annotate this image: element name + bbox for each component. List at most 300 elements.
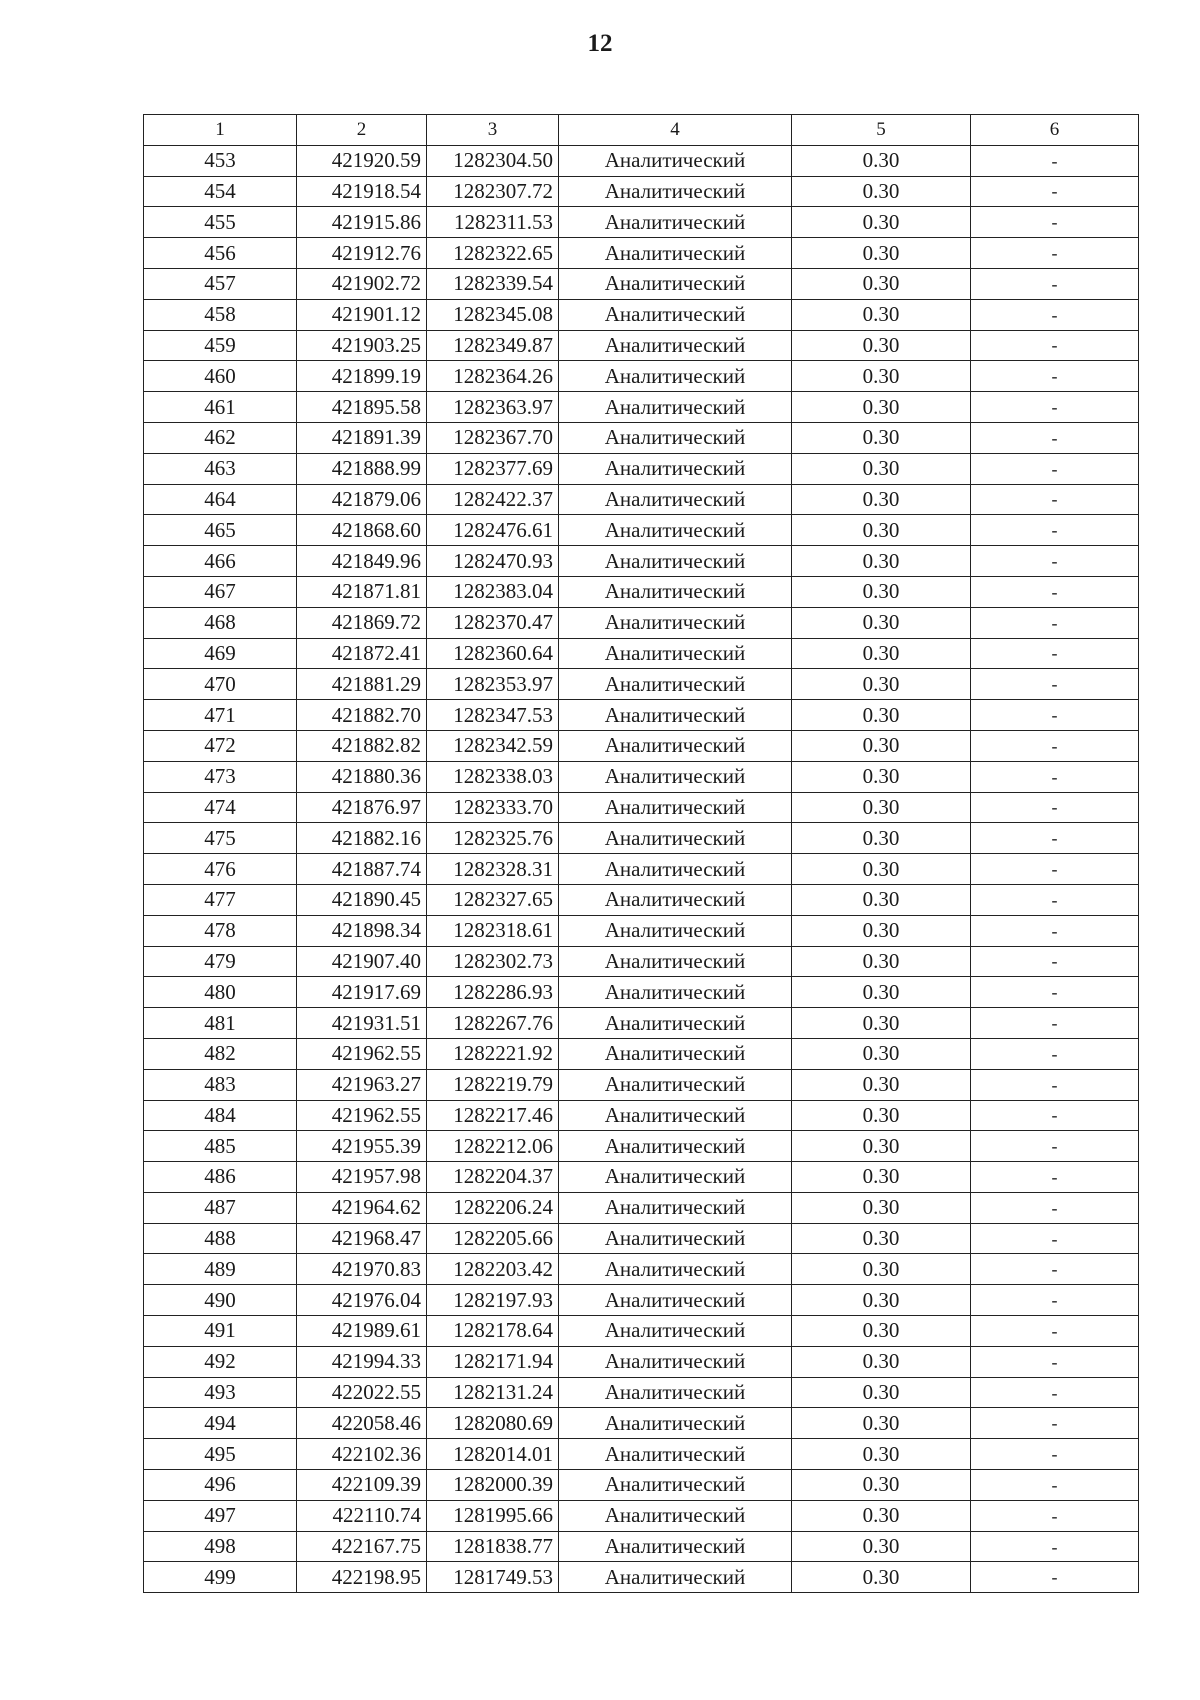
table-body [144, 145, 1139, 1592]
table-row [144, 453, 1139, 484]
coordinate-x-cell: 421882.82 [297, 730, 427, 761]
point-number-cell: 477 [144, 884, 297, 915]
accuracy-cell: 0.30 [792, 145, 971, 176]
note-cell: - [971, 576, 1139, 607]
determination-method-cell: Аналитический [559, 1377, 792, 1408]
coordinate-x-cell: 421880.36 [297, 761, 427, 792]
note-cell: - [971, 1408, 1139, 1439]
coordinate-y-cell: 1282131.24 [427, 1377, 559, 1408]
coordinate-y-cell: 1282325.76 [427, 823, 559, 854]
table-row [144, 1377, 1139, 1408]
accuracy-cell: 0.30 [792, 484, 971, 515]
accuracy-cell: 0.30 [792, 515, 971, 546]
accuracy-cell: 0.30 [792, 638, 971, 669]
point-number-cell: 458 [144, 299, 297, 330]
coordinate-y-cell: 1282422.37 [427, 484, 559, 515]
accuracy-cell: 0.30 [792, 730, 971, 761]
point-number-cell: 457 [144, 268, 297, 299]
note-cell: - [971, 1100, 1139, 1131]
point-number-cell: 491 [144, 1316, 297, 1347]
point-number-cell: 494 [144, 1408, 297, 1439]
coordinate-y-cell: 1281995.66 [427, 1500, 559, 1531]
coordinate-y-cell: 1282000.39 [427, 1470, 559, 1501]
point-number-cell: 469 [144, 638, 297, 669]
table-row [144, 884, 1139, 915]
coordinate-x-cell: 421903.25 [297, 330, 427, 361]
coordinate-x-cell: 421890.45 [297, 884, 427, 915]
table-row [144, 330, 1139, 361]
point-number-cell: 486 [144, 1162, 297, 1193]
note-cell: - [971, 1131, 1139, 1162]
point-number-cell: 465 [144, 515, 297, 546]
point-number-cell: 462 [144, 422, 297, 453]
point-number-cell: 460 [144, 361, 297, 392]
determination-method-cell: Аналитический [559, 1408, 792, 1439]
coordinate-y-cell: 1282311.53 [427, 207, 559, 238]
point-number-cell: 499 [144, 1562, 297, 1593]
note-cell: - [971, 1346, 1139, 1377]
accuracy-cell: 0.30 [792, 299, 971, 330]
accuracy-cell: 0.30 [792, 1316, 971, 1347]
coordinate-x-cell: 421868.60 [297, 515, 427, 546]
table-row [144, 669, 1139, 700]
determination-method-cell: Аналитический [559, 607, 792, 638]
coordinate-x-cell: 421968.47 [297, 1223, 427, 1254]
table-row [144, 1316, 1139, 1347]
point-number-cell: 493 [144, 1377, 297, 1408]
accuracy-cell: 0.30 [792, 607, 971, 638]
determination-method-cell: Аналитический [559, 1531, 792, 1562]
page-number: 12 [587, 30, 613, 57]
note-cell: - [971, 453, 1139, 484]
coordinate-x-cell: 421962.55 [297, 1038, 427, 1069]
coordinate-x-cell: 422167.75 [297, 1531, 427, 1562]
coordinate-y-cell: 1282221.92 [427, 1038, 559, 1069]
accuracy-cell: 0.30 [792, 238, 971, 269]
determination-method-cell: Аналитический [559, 1162, 792, 1193]
coordinate-y-cell: 1282476.61 [427, 515, 559, 546]
table-row [144, 1470, 1139, 1501]
coordinate-y-cell: 1282342.59 [427, 730, 559, 761]
determination-method-cell: Аналитический [559, 576, 792, 607]
coordinate-x-cell: 421917.69 [297, 977, 427, 1008]
determination-method-cell: Аналитический [559, 546, 792, 577]
coordinate-y-cell: 1282367.70 [427, 422, 559, 453]
coordinate-y-cell: 1282205.66 [427, 1223, 559, 1254]
column-header: 6 [971, 115, 1139, 146]
coordinate-y-cell: 1282318.61 [427, 915, 559, 946]
table-row [144, 1223, 1139, 1254]
coordinate-y-cell: 1282383.04 [427, 576, 559, 607]
note-cell: - [971, 946, 1139, 977]
accuracy-cell: 0.30 [792, 1254, 971, 1285]
determination-method-cell: Аналитический [559, 1439, 792, 1470]
determination-method-cell: Аналитический [559, 1069, 792, 1100]
note-cell: - [971, 176, 1139, 207]
column-header: 4 [559, 115, 792, 146]
note-cell: - [971, 1470, 1139, 1501]
table-row [144, 1100, 1139, 1131]
coordinate-y-cell: 1282217.46 [427, 1100, 559, 1131]
point-number-cell: 475 [144, 823, 297, 854]
coordinate-y-cell: 1282212.06 [427, 1131, 559, 1162]
coordinate-x-cell: 422058.46 [297, 1408, 427, 1439]
note-cell: - [971, 761, 1139, 792]
coordinate-y-cell: 1282360.64 [427, 638, 559, 669]
coordinate-x-cell: 421963.27 [297, 1069, 427, 1100]
note-cell: - [971, 299, 1139, 330]
coordinate-x-cell: 421899.19 [297, 361, 427, 392]
table-row [144, 176, 1139, 207]
table-row [144, 576, 1139, 607]
table-row [144, 1408, 1139, 1439]
table-row [144, 484, 1139, 515]
coordinate-y-cell: 1282370.47 [427, 607, 559, 638]
coordinate-y-cell: 1282219.79 [427, 1069, 559, 1100]
point-number-cell: 498 [144, 1531, 297, 1562]
accuracy-cell: 0.30 [792, 792, 971, 823]
accuracy-cell: 0.30 [792, 268, 971, 299]
accuracy-cell: 0.30 [792, 977, 971, 1008]
table-row [144, 207, 1139, 238]
point-number-cell: 467 [144, 576, 297, 607]
point-number-cell: 454 [144, 176, 297, 207]
coordinate-x-cell: 421907.40 [297, 946, 427, 977]
coordinate-y-cell: 1282364.26 [427, 361, 559, 392]
point-number-cell: 490 [144, 1285, 297, 1316]
accuracy-cell: 0.30 [792, 1439, 971, 1470]
coordinate-x-cell: 421957.98 [297, 1162, 427, 1193]
point-number-cell: 479 [144, 946, 297, 977]
note-cell: - [971, 484, 1139, 515]
accuracy-cell: 0.30 [792, 1500, 971, 1531]
determination-method-cell: Аналитический [559, 1192, 792, 1223]
point-number-cell: 466 [144, 546, 297, 577]
coordinate-y-cell: 1282363.97 [427, 392, 559, 423]
note-cell: - [971, 546, 1139, 577]
determination-method-cell: Аналитический [559, 730, 792, 761]
determination-method-cell: Аналитический [559, 792, 792, 823]
point-number-cell: 461 [144, 392, 297, 423]
coordinate-y-cell: 1282322.65 [427, 238, 559, 269]
accuracy-cell: 0.30 [792, 1470, 971, 1501]
coordinate-y-cell: 1282338.03 [427, 761, 559, 792]
determination-method-cell: Аналитический [559, 1500, 792, 1531]
coordinate-x-cell: 421994.33 [297, 1346, 427, 1377]
accuracy-cell: 0.30 [792, 1038, 971, 1069]
note-cell: - [971, 1223, 1139, 1254]
coordinate-x-cell: 421881.29 [297, 669, 427, 700]
coordinate-x-cell: 421887.74 [297, 854, 427, 885]
determination-method-cell: Аналитический [559, 268, 792, 299]
determination-method-cell: Аналитический [559, 453, 792, 484]
table-row [144, 607, 1139, 638]
note-cell: - [971, 268, 1139, 299]
coordinate-x-cell: 421876.97 [297, 792, 427, 823]
point-number-cell: 492 [144, 1346, 297, 1377]
coordinate-y-cell: 1282349.87 [427, 330, 559, 361]
table-row [144, 700, 1139, 731]
determination-method-cell: Аналитический [559, 761, 792, 792]
table-header-row [144, 115, 1139, 146]
note-cell: - [971, 1254, 1139, 1285]
point-number-cell: 482 [144, 1038, 297, 1069]
note-cell: - [971, 854, 1139, 885]
accuracy-cell: 0.30 [792, 361, 971, 392]
point-number-cell: 468 [144, 607, 297, 638]
coordinate-x-cell: 421976.04 [297, 1285, 427, 1316]
table-row [144, 1531, 1139, 1562]
point-number-cell: 463 [144, 453, 297, 484]
coordinate-y-cell: 1281749.53 [427, 1562, 559, 1593]
coordinate-y-cell: 1282333.70 [427, 792, 559, 823]
point-number-cell: 488 [144, 1223, 297, 1254]
accuracy-cell: 0.30 [792, 1008, 971, 1039]
table-row [144, 515, 1139, 546]
coordinate-x-cell: 421964.62 [297, 1192, 427, 1223]
accuracy-cell: 0.30 [792, 700, 971, 731]
point-number-cell: 496 [144, 1470, 297, 1501]
coordinate-x-cell: 421962.55 [297, 1100, 427, 1131]
note-cell: - [971, 515, 1139, 546]
coordinate-x-cell: 422109.39 [297, 1470, 427, 1501]
determination-method-cell: Аналитический [559, 638, 792, 669]
coordinate-x-cell: 421849.96 [297, 546, 427, 577]
coordinate-y-cell: 1282345.08 [427, 299, 559, 330]
note-cell: - [971, 1162, 1139, 1193]
accuracy-cell: 0.30 [792, 854, 971, 885]
note-cell: - [971, 1069, 1139, 1100]
coordinate-y-cell: 1282307.72 [427, 176, 559, 207]
note-cell: - [971, 238, 1139, 269]
table-row [144, 946, 1139, 977]
note-cell: - [971, 330, 1139, 361]
coordinate-x-cell: 421955.39 [297, 1131, 427, 1162]
coordinate-x-cell: 421871.81 [297, 576, 427, 607]
accuracy-cell: 0.30 [792, 1377, 971, 1408]
note-cell: - [971, 669, 1139, 700]
coordinates-table [143, 114, 1139, 1593]
table-row [144, 792, 1139, 823]
point-number-cell: 455 [144, 207, 297, 238]
point-number-cell: 483 [144, 1069, 297, 1100]
table-row [144, 638, 1139, 669]
coordinate-x-cell: 421970.83 [297, 1254, 427, 1285]
determination-method-cell: Аналитический [559, 1316, 792, 1347]
accuracy-cell: 0.30 [792, 422, 971, 453]
coordinate-y-cell: 1282178.64 [427, 1316, 559, 1347]
determination-method-cell: Аналитический [559, 1100, 792, 1131]
determination-method-cell: Аналитический [559, 207, 792, 238]
coordinate-x-cell: 421882.16 [297, 823, 427, 854]
accuracy-cell: 0.30 [792, 1069, 971, 1100]
column-header: 3 [427, 115, 559, 146]
accuracy-cell: 0.30 [792, 576, 971, 607]
coordinate-y-cell: 1282206.24 [427, 1192, 559, 1223]
column-header: 5 [792, 115, 971, 146]
accuracy-cell: 0.30 [792, 1408, 971, 1439]
determination-method-cell: Аналитический [559, 422, 792, 453]
accuracy-cell: 0.30 [792, 1346, 971, 1377]
accuracy-cell: 0.30 [792, 176, 971, 207]
coordinate-y-cell: 1282327.65 [427, 884, 559, 915]
accuracy-cell: 0.30 [792, 1531, 971, 1562]
table-row [144, 361, 1139, 392]
table-row [144, 1562, 1139, 1593]
note-cell: - [971, 1192, 1139, 1223]
determination-method-cell: Аналитический [559, 1131, 792, 1162]
point-number-cell: 487 [144, 1192, 297, 1223]
accuracy-cell: 0.30 [792, 1100, 971, 1131]
coordinate-x-cell: 421902.72 [297, 268, 427, 299]
note-cell: - [971, 1008, 1139, 1039]
determination-method-cell: Аналитический [559, 946, 792, 977]
table-row [144, 730, 1139, 761]
note-cell: - [971, 792, 1139, 823]
column-header: 1 [144, 115, 297, 146]
accuracy-cell: 0.30 [792, 669, 971, 700]
accuracy-cell: 0.30 [792, 207, 971, 238]
table-row [144, 761, 1139, 792]
coordinate-y-cell: 1282197.93 [427, 1285, 559, 1316]
note-cell: - [971, 1562, 1139, 1593]
determination-method-cell: Аналитический [559, 1008, 792, 1039]
table-row [144, 1069, 1139, 1100]
determination-method-cell: Аналитический [559, 1562, 792, 1593]
coordinate-x-cell: 422102.36 [297, 1439, 427, 1470]
note-cell: - [971, 1285, 1139, 1316]
point-number-cell: 464 [144, 484, 297, 515]
coordinate-x-cell: 421912.76 [297, 238, 427, 269]
coordinate-x-cell: 421920.59 [297, 145, 427, 176]
table-row [144, 1131, 1139, 1162]
note-cell: - [971, 823, 1139, 854]
point-number-cell: 474 [144, 792, 297, 823]
coordinate-x-cell: 422022.55 [297, 1377, 427, 1408]
determination-method-cell: Аналитический [559, 1470, 792, 1501]
coordinate-y-cell: 1282267.76 [427, 1008, 559, 1039]
table-row [144, 1162, 1139, 1193]
point-number-cell: 484 [144, 1100, 297, 1131]
point-number-cell: 497 [144, 1500, 297, 1531]
table-row [144, 268, 1139, 299]
accuracy-cell: 0.30 [792, 1223, 971, 1254]
note-cell: - [971, 207, 1139, 238]
coordinate-y-cell: 1282302.73 [427, 946, 559, 977]
table-row [144, 1254, 1139, 1285]
accuracy-cell: 0.30 [792, 330, 971, 361]
point-number-cell: 470 [144, 669, 297, 700]
coordinate-y-cell: 1282204.37 [427, 1162, 559, 1193]
coordinate-x-cell: 421931.51 [297, 1008, 427, 1039]
note-cell: - [971, 700, 1139, 731]
determination-method-cell: Аналитический [559, 1346, 792, 1377]
determination-method-cell: Аналитический [559, 884, 792, 915]
table-row [144, 854, 1139, 885]
accuracy-cell: 0.30 [792, 1192, 971, 1223]
determination-method-cell: Аналитический [559, 977, 792, 1008]
point-number-cell: 471 [144, 700, 297, 731]
table-row [144, 1192, 1139, 1223]
point-number-cell: 472 [144, 730, 297, 761]
coordinate-x-cell: 421895.58 [297, 392, 427, 423]
determination-method-cell: Аналитический [559, 823, 792, 854]
determination-method-cell: Аналитический [559, 238, 792, 269]
coordinate-y-cell: 1282080.69 [427, 1408, 559, 1439]
point-number-cell: 481 [144, 1008, 297, 1039]
accuracy-cell: 0.30 [792, 884, 971, 915]
accuracy-cell: 0.30 [792, 1562, 971, 1593]
table-row [144, 299, 1139, 330]
determination-method-cell: Аналитический [559, 854, 792, 885]
accuracy-cell: 0.30 [792, 823, 971, 854]
note-cell: - [971, 730, 1139, 761]
accuracy-cell: 0.30 [792, 915, 971, 946]
coordinate-y-cell: 1282347.53 [427, 700, 559, 731]
accuracy-cell: 0.30 [792, 392, 971, 423]
coordinate-x-cell: 421915.86 [297, 207, 427, 238]
determination-method-cell: Аналитический [559, 299, 792, 330]
coordinate-y-cell: 1282203.42 [427, 1254, 559, 1285]
coordinate-x-cell: 421918.54 [297, 176, 427, 207]
note-cell: - [971, 638, 1139, 669]
point-number-cell: 478 [144, 915, 297, 946]
table-row [144, 1346, 1139, 1377]
determination-method-cell: Аналитический [559, 1223, 792, 1254]
table-row [144, 1008, 1139, 1039]
coordinate-x-cell: 421901.12 [297, 299, 427, 330]
point-number-cell: 473 [144, 761, 297, 792]
accuracy-cell: 0.30 [792, 546, 971, 577]
point-number-cell: 480 [144, 977, 297, 1008]
coordinate-y-cell: 1282353.97 [427, 669, 559, 700]
accuracy-cell: 0.30 [792, 761, 971, 792]
note-cell: - [971, 1439, 1139, 1470]
coordinate-y-cell: 1282377.69 [427, 453, 559, 484]
note-cell: - [971, 1038, 1139, 1069]
coordinate-x-cell: 421989.61 [297, 1316, 427, 1347]
note-cell: - [971, 607, 1139, 638]
table-row [144, 392, 1139, 423]
determination-method-cell: Аналитический [559, 700, 792, 731]
coordinate-y-cell: 1282304.50 [427, 145, 559, 176]
determination-method-cell: Аналитический [559, 1285, 792, 1316]
table-row [144, 1285, 1139, 1316]
determination-method-cell: Аналитический [559, 361, 792, 392]
determination-method-cell: Аналитический [559, 392, 792, 423]
coordinate-x-cell: 421898.34 [297, 915, 427, 946]
coordinate-x-cell: 421869.72 [297, 607, 427, 638]
note-cell: - [971, 422, 1139, 453]
table-row [144, 823, 1139, 854]
accuracy-cell: 0.30 [792, 1162, 971, 1193]
point-number-cell: 489 [144, 1254, 297, 1285]
coordinate-y-cell: 1281838.77 [427, 1531, 559, 1562]
determination-method-cell: Аналитический [559, 1254, 792, 1285]
coordinate-y-cell: 1282286.93 [427, 977, 559, 1008]
coordinate-x-cell: 421882.70 [297, 700, 427, 731]
coordinate-x-cell: 421879.06 [297, 484, 427, 515]
coordinate-y-cell: 1282171.94 [427, 1346, 559, 1377]
note-cell: - [971, 915, 1139, 946]
table-row [144, 238, 1139, 269]
coordinate-y-cell: 1282470.93 [427, 546, 559, 577]
accuracy-cell: 0.30 [792, 1285, 971, 1316]
coordinate-x-cell: 422110.74 [297, 1500, 427, 1531]
table-row [144, 145, 1139, 176]
note-cell: - [971, 145, 1139, 176]
column-header: 2 [297, 115, 427, 146]
